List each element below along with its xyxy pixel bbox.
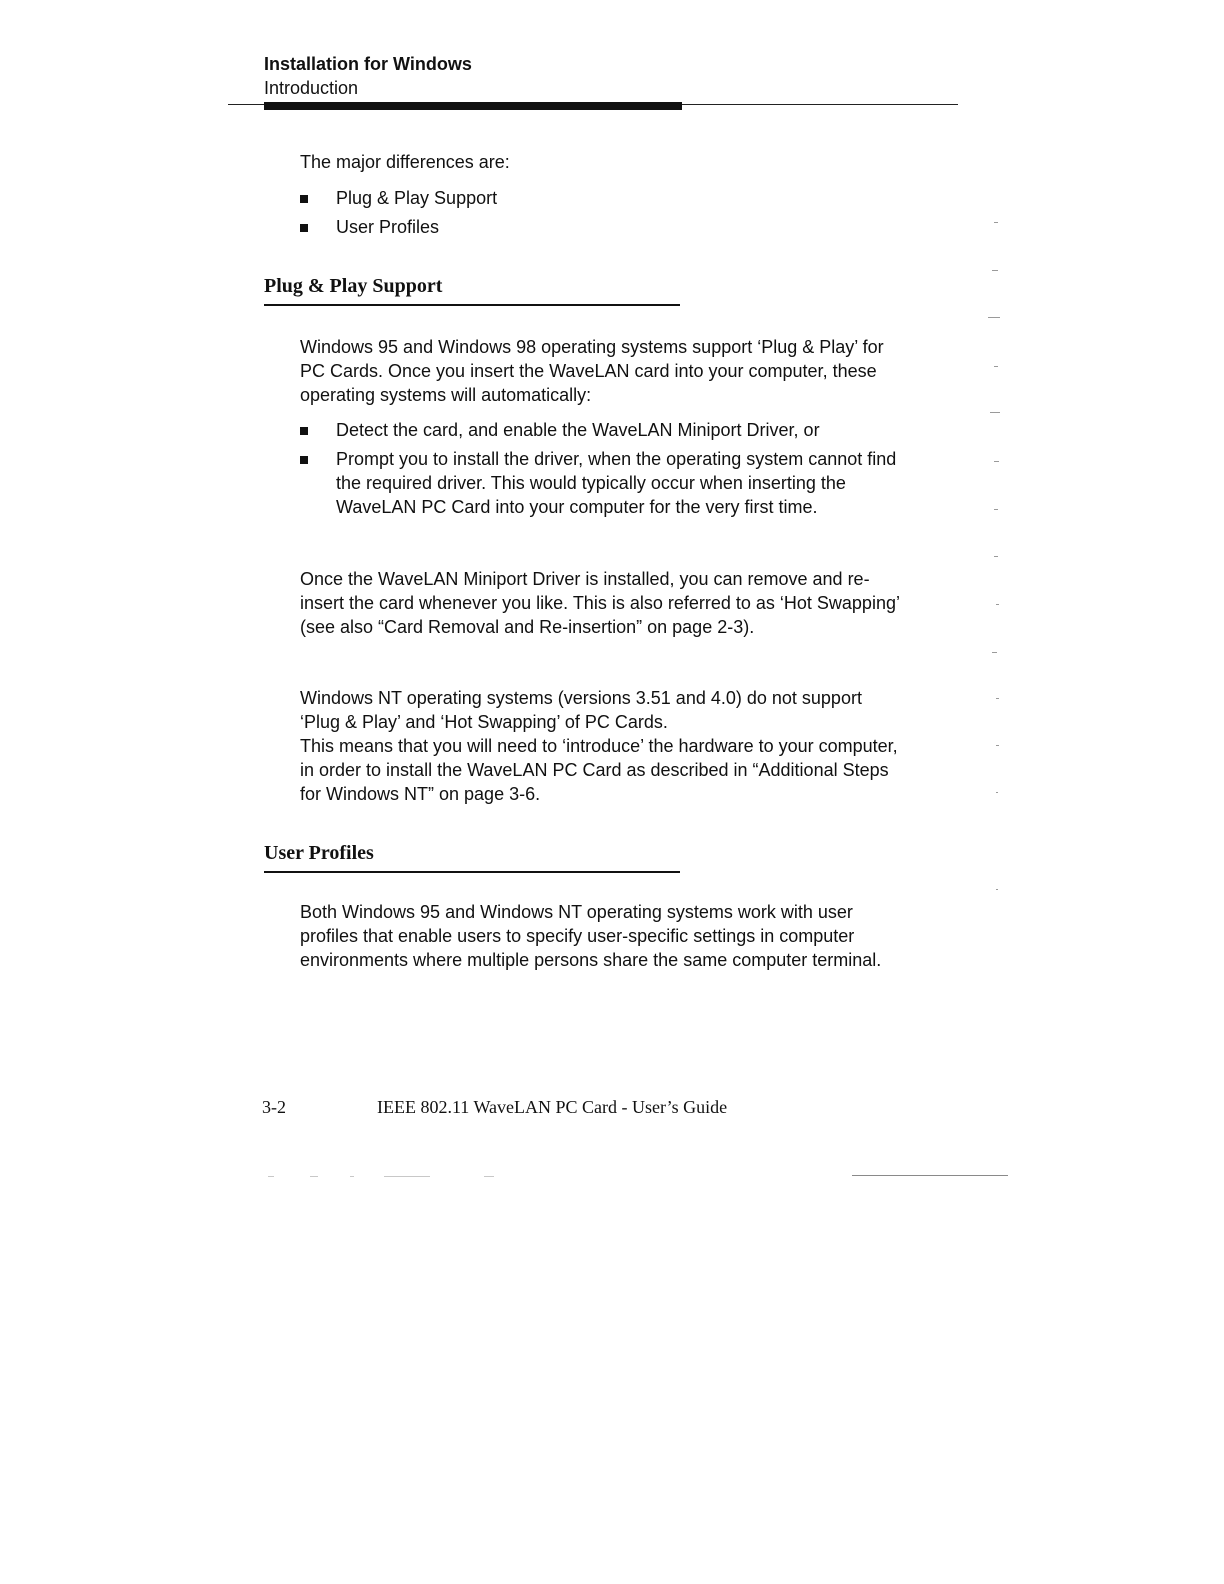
plug-and-play-paragraph-3a: Windows NT operating systems (versions 3.51 and 4.0) do not support ‘Plug & Play’ and ‘Hot Swapping’ of PC Cards. [300,688,862,732]
plug-and-play-paragraph-3b: This means that you will need to ‘introduce’ the hardware to your computer, in order to install the WaveLAN PC Card as described in “Additional Steps for Windows NT” on page 3-6. [300,736,898,804]
plug-and-play-paragraph-2: Once the WaveLAN Miniport Driver is installed, you can remove and re-insert the card whenever you like. This is also referred to as ‘Hot Swapping’ (see also “Card Removal and Re-insertion” on page 2-3). [300,569,900,637]
scan-artifact [996,698,999,699]
scan-artifact [996,792,998,793]
scan-artifact [484,1176,494,1177]
square-bullet-icon [300,427,308,435]
intro-bullet-list [300,186,900,239]
scan-artifact [994,366,998,367]
scan-artifact [384,1176,430,1177]
scan-artifact [994,509,998,510]
scan-artifact [852,1175,1008,1176]
scan-artifact [310,1176,318,1177]
square-bullet-icon [300,224,308,232]
square-bullet-icon [300,195,308,203]
section-heading-plug-and-play: Plug & Play Support [264,275,443,297]
section-rule [264,304,680,306]
scan-artifact [996,604,999,605]
user-profiles-paragraph: Both Windows 95 and Windows NT operating systems work with user profiles that enable users to specify user-specific settings in computer environments where multiple persons share the same computer terminal. [300,902,882,970]
header-rule-thick [264,102,682,110]
scan-artifact [992,652,997,653]
section-heading-user-profiles: User Profiles [264,842,374,864]
scan-artifact [988,317,1000,318]
plug-and-play-bullet-list [300,418,900,519]
list-item-text: Plug & Play Support [336,188,498,208]
list-item [300,447,900,519]
scan-artifact [994,222,998,223]
section-rule [264,871,680,873]
plug-and-play-paragraph-1: Windows 95 and Windows 98 operating systems support ‘Plug & Play’ for PC Cards. Once you insert the WaveLAN card into your computer, these operating systems will automatically: [300,337,884,405]
scan-artifact [996,889,998,890]
scan-artifact [996,745,999,746]
running-header-title: Installation for Windows [264,54,472,74]
list-item [300,418,900,442]
scan-artifact [268,1176,274,1177]
scan-artifact [990,412,1000,413]
intro-lead: The major differences are: [300,152,510,172]
list-item [300,215,900,239]
footer-page-number: 3-2 [262,1097,286,1117]
scan-artifact [350,1176,354,1177]
scan-artifact [992,270,998,271]
scan-artifact [994,556,998,557]
list-item-text: Detect the card, and enable the WaveLAN Miniport Driver, or [336,420,820,440]
scan-artifact [994,461,999,462]
square-bullet-icon [300,456,308,464]
list-item [300,186,900,210]
list-item-text: User Profiles [336,217,440,237]
running-header-subtitle: Introduction [264,78,359,98]
footer-document-title: IEEE 802.11 WaveLAN PC Card - User’s Guide [377,1097,728,1117]
list-item-text: Prompt you to install the driver, when the operating system cannot find the required driver. This would typically occur when inserting the WaveLAN PC Card into your computer for the very first time. [336,449,897,517]
